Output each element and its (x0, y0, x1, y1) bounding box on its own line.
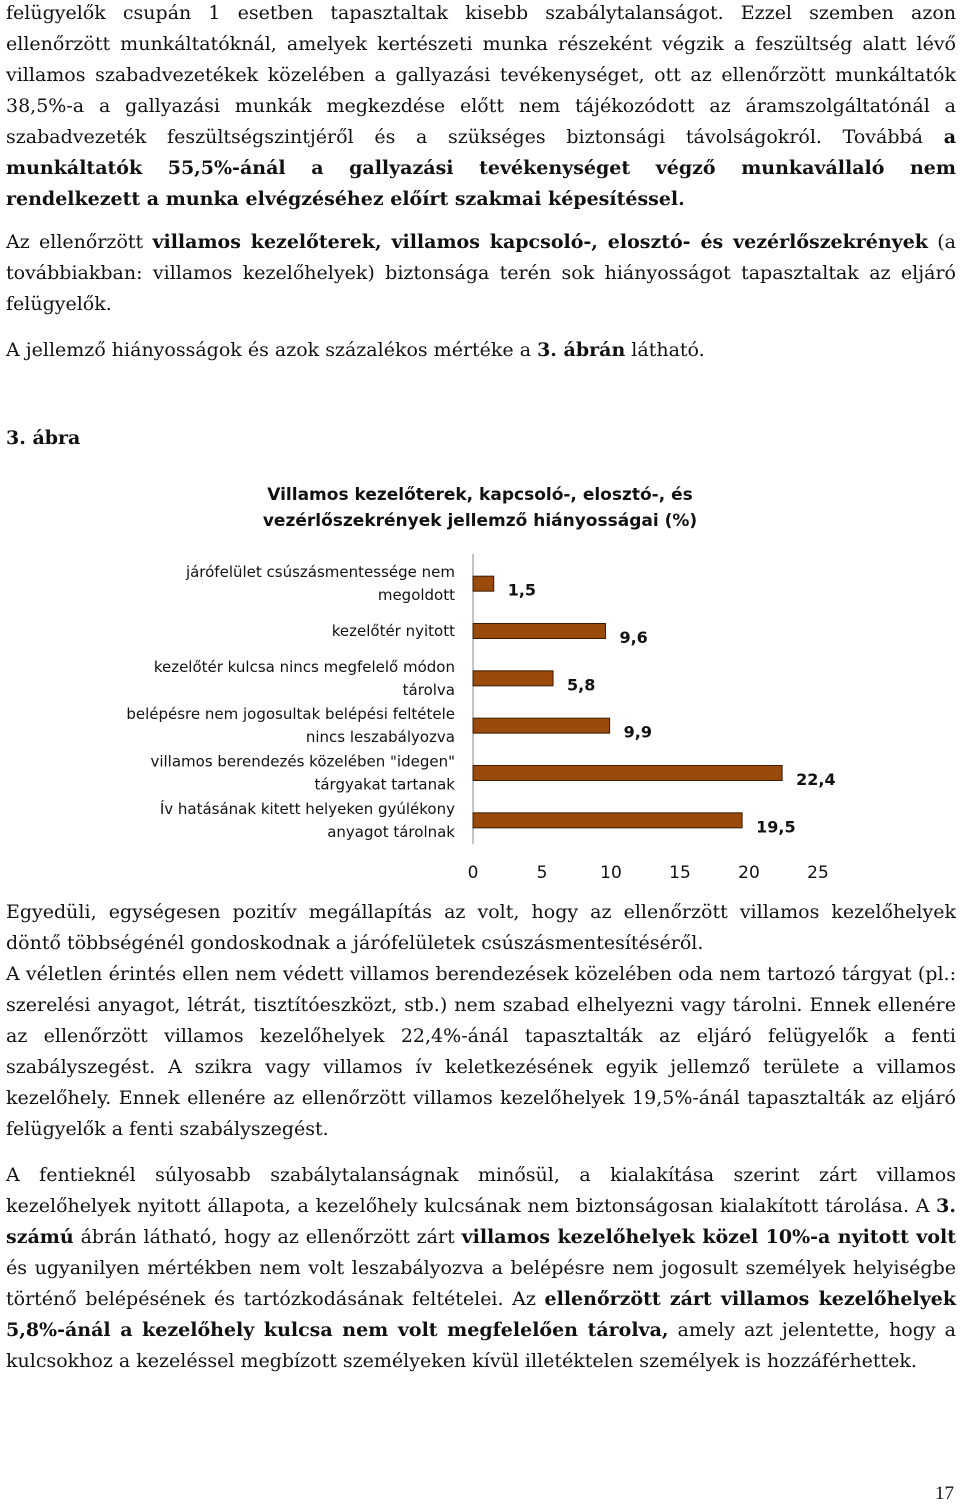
bold-text: 3. számú (6, 1195, 956, 1248)
paragraph-text: (a továbbiakban: villamos kezelőhelyek) biztonsága terén sok hiányosságot tapasztaltak az eljáró felügyelők. (6, 231, 956, 315)
bar-chart (100, 470, 860, 890)
x-tick-label: 20 (738, 863, 760, 883)
data-label: 5,8 (567, 675, 596, 695)
category-label: nincs leszabályozva (305, 728, 455, 747)
paragraph-text: és ugyanilyen mértékben nem volt leszabályozva a belépésre nem jogosult személyek helyiségbe történő belépésének és tartózkodásának feltételei. Az (6, 1257, 956, 1310)
paragraph-text: A jellemző hiányosságok és azok százalékos mértéke a (6, 339, 538, 361)
paragraph-results (6, 897, 956, 1145)
x-tick-label: 10 (600, 863, 622, 883)
data-label: 9,9 (623, 722, 652, 742)
category-label: Ív hatásának kitett helyeken gyúlékony (159, 799, 455, 818)
paragraph-zart-kezelohelyek (6, 1160, 956, 1377)
category-label: belépésre nem jogosultak belépési feltétele (126, 705, 455, 724)
chart-svg (100, 470, 860, 890)
x-tick-label: 0 (467, 863, 479, 883)
x-tick-label: 5 (536, 863, 548, 883)
bar (473, 671, 553, 686)
category-label: megoldott (377, 586, 455, 605)
bar (473, 576, 494, 591)
bar (473, 813, 742, 828)
category-label: járófelület csúszásmentessége nem (185, 563, 455, 582)
data-label: 1,5 (507, 580, 537, 600)
bar (473, 718, 610, 733)
category-label: villamos berendezés közelében "idegen" (150, 752, 455, 771)
paragraph-kezeloterek (6, 227, 956, 320)
category-label: kezelőtér nyitott (331, 622, 455, 640)
paragraph-text: felügyelők csupán 1 esetben tapasztaltak kisebb szabálytalanságot. Ezzel szemben azon ellenőrzött munkáltatóknál, amelyek kertészeti munka részeként végzik a feszültség alatt lévő villamos szabadvezetékek közelében a gallyazási tevékenységet, ott az ellenőrzött munkáltatók 38,5%-a a gallyazási munkák megkezdése előtt nem tájékozódott az áramszolgáltatónál a szabadvezeték feszültségszintjéről és a szükséges biztonsági távolságokról. Továbbá (6, 2, 956, 148)
bold-text: villamos kezelőterek, villamos kapcsoló-, elosztó- és vezérlőszekrények (152, 231, 928, 253)
category-label: tárgyakat tartanak (314, 775, 455, 794)
data-label: 19,5 (756, 817, 796, 837)
paragraph-gallyazas (6, 0, 956, 215)
x-tick-label: 25 (807, 863, 829, 883)
paragraph-text: Egyedüli, egységesen pozitív megállapítás az volt, hogy az ellenőrzött villamos kezelőhelyek döntő többségénél gondoskodnak a járófelületek csúszásmentesítéséről. (6, 901, 956, 954)
figure-label: 3. ábra (6, 427, 81, 449)
bar (473, 766, 782, 781)
paragraph-text: A fentieknél súlyosabb szabálytalanságnak minősül, a kialakítása szerint zárt villamos kezelőhelyek nyitott állapota, a kezelőhely kulcsának nem biztonságosan kialakított tárolása. A (6, 1164, 956, 1217)
bar (473, 624, 605, 639)
x-tick-label: 15 (669, 863, 691, 883)
bold-text: villamos kezelőhelyek közel 10%-a nyitott volt (461, 1226, 956, 1248)
category-label: anyagot tárolnak (327, 822, 455, 841)
category-label: kezelőtér kulcsa nincs megfelelő módon (153, 657, 455, 676)
bold-text: 3. ábrán (537, 339, 626, 361)
page-number: 17 (935, 1483, 954, 1504)
paragraph-text: A véletlen érintés ellen nem védett villamos berendezések közelében oda nem tartozó tárgyat (pl.: szerelési anyagot, létrát, tisztítóeszközt, stb.) nem szabad elhelyezni vagy tárolni. Ennek ellenére az ellenőrzött villamos kezelőhelyek 22,4%-ánál tapasztalták az eljáró felügyelők a fenti szabályszegést. A szikra vagy villamos ív keletkezésének egyik jellemző területe a villamos kezelőhely. Ennek ellenére az ellenőrzött villamos kezelőhelyek 19,5%-ánál tapasztalták az eljáró felügyelők a fenti szabályszegést. (6, 963, 956, 1140)
chart-title-line: Villamos kezelőterek, kapcsoló-, elosztó-, és (267, 485, 693, 505)
data-label: 9,6 (619, 628, 648, 647)
paragraph-text: amely azt jelentette, hogy a kulcsokhoz a kezeléssel megbízott személyeken kívül illetéktelen személyek is hozzáférhettek. (6, 1319, 956, 1372)
paragraph-figure-reference (6, 335, 956, 366)
chart-title-line: vezérlőszekrények jellemző hiányosságai (%) (262, 511, 698, 531)
paragraph-text: ábrán látható, hogy az ellenőrzött zárt (73, 1226, 462, 1248)
paragraph-text: látható. (625, 339, 705, 361)
data-label: 22,4 (796, 770, 836, 789)
bold-text: a munkáltatók 55,5%-ánál a gallyazási tevékenységet végző munkavállaló nem rendelkezett a munka elvégzéséhez előírt szakmai képesítéssel. (6, 126, 956, 210)
bold-text: ellenőrzött zárt villamos kezelőhelyek 5,8%-ánál a kezelőhely kulcsa nem volt megfelelően tárolva, (6, 1288, 956, 1341)
category-label: tárolva (402, 680, 455, 699)
paragraph-text: Az ellenőrzött (6, 231, 153, 253)
